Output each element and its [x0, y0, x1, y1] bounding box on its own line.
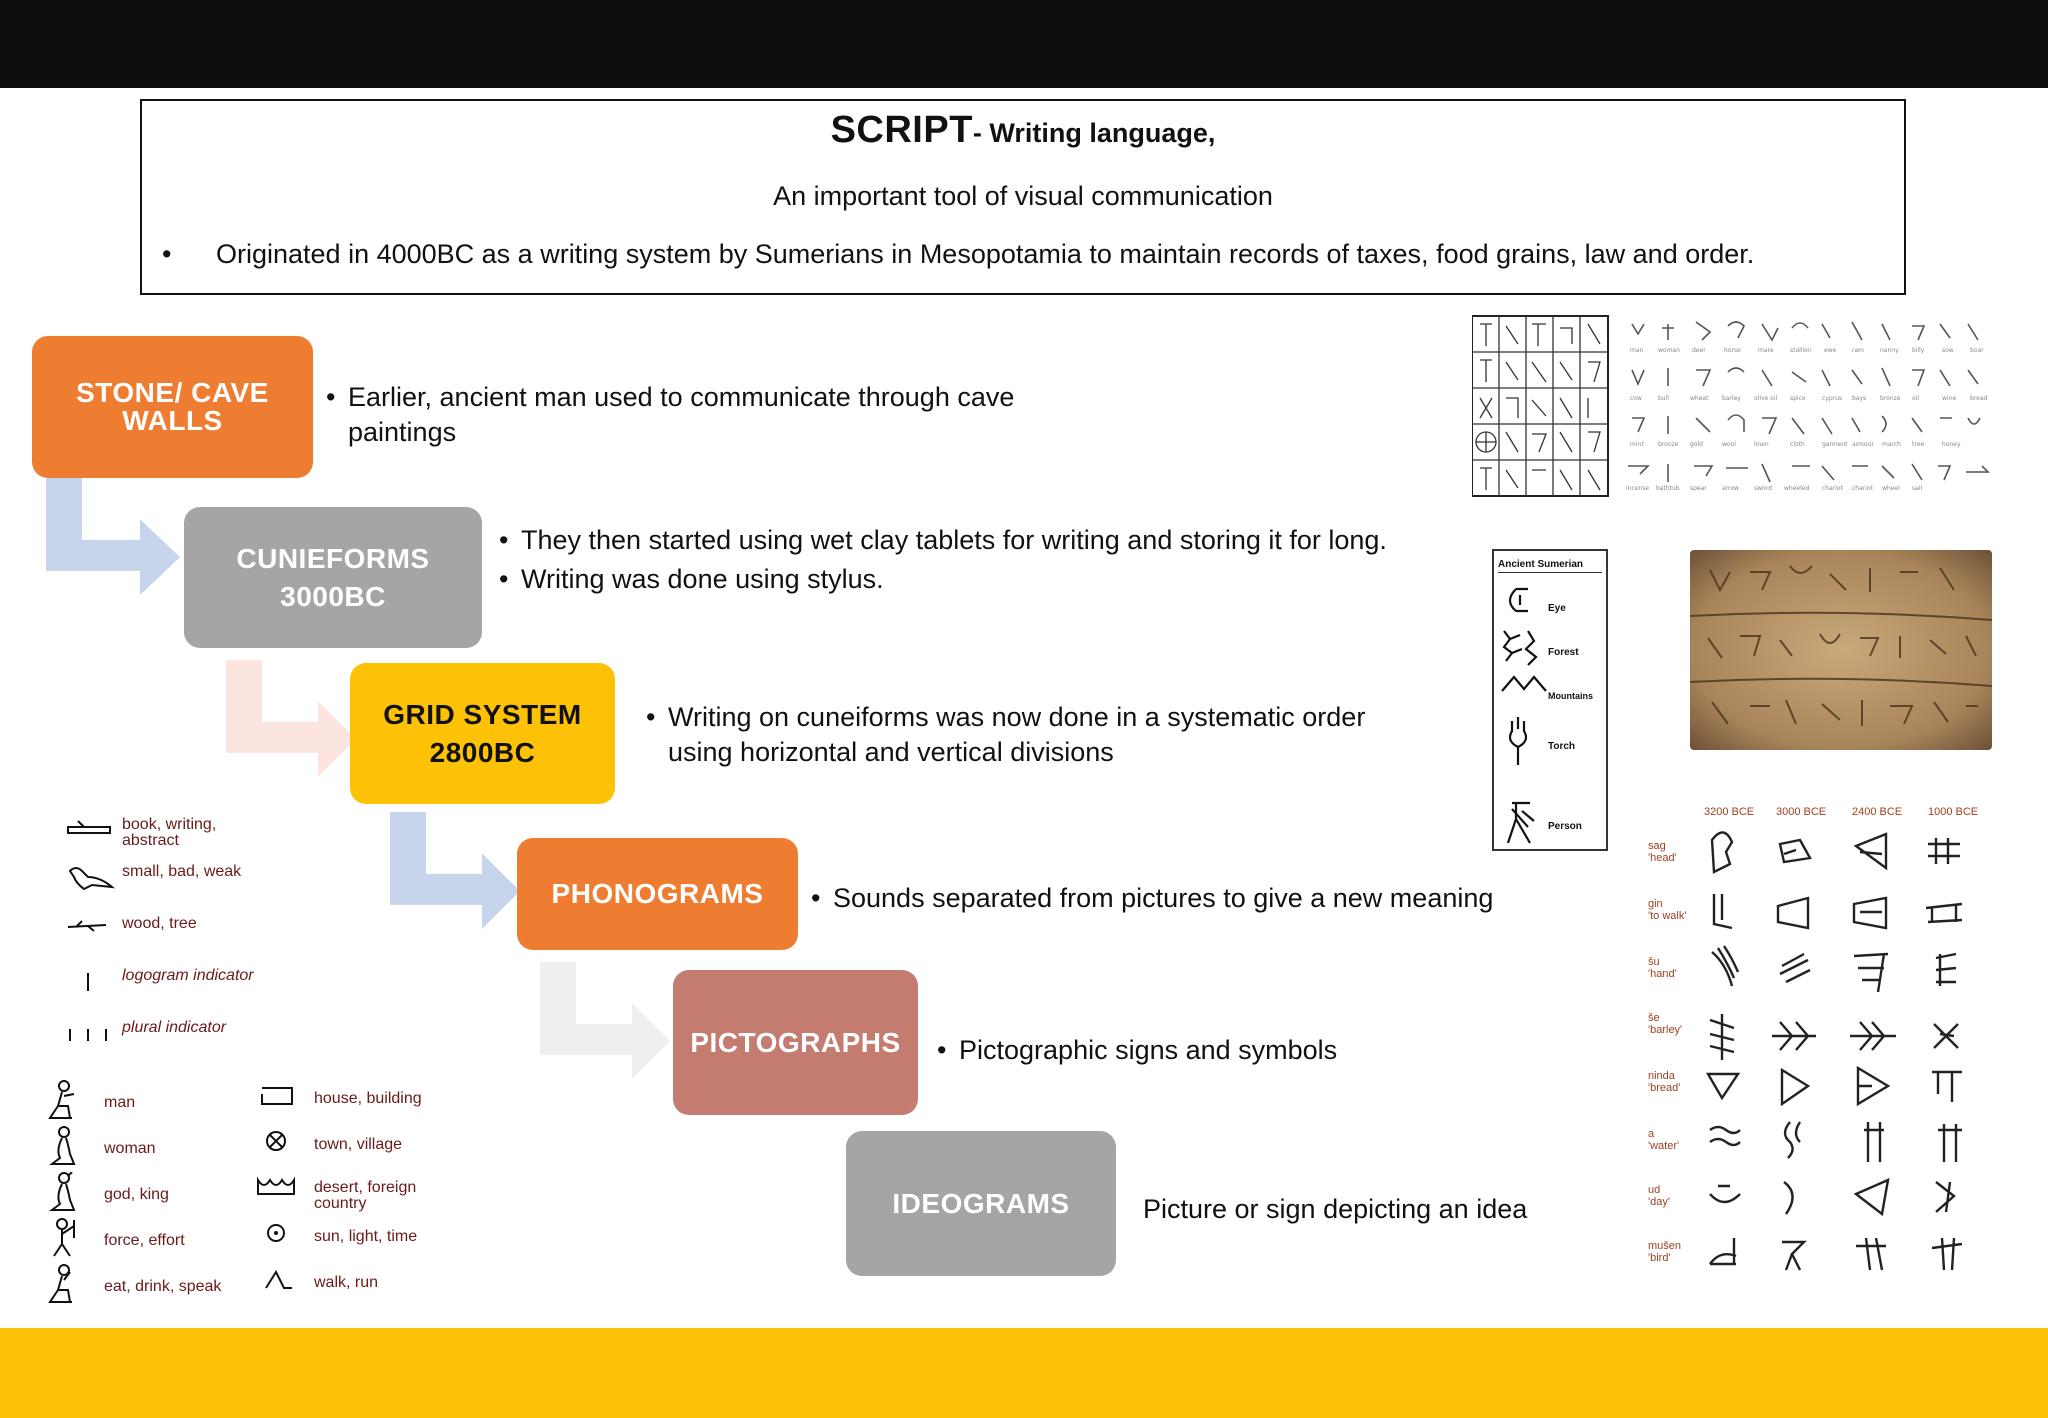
chart-row-label [1648, 1012, 1682, 1036]
step-2-line1: CUNIEFORMS [236, 542, 430, 574]
row-word: ud [1648, 1184, 1661, 1196]
step-1-line1: STONE/ CAVE [76, 377, 269, 408]
step-4-desc [811, 881, 1631, 916]
bullet: • [937, 1035, 947, 1065]
row-meaning: 'barley' [1648, 1024, 1683, 1037]
step-2-desc-text-1: They then started using wet clay tablets for writing and storing it for long. [521, 525, 1387, 555]
svg-text:chariot: chariot [1822, 485, 1843, 492]
step-6-desc-text: Picture or sign depicting an idea [1143, 1194, 1528, 1224]
legend-label: force, effort [104, 1232, 185, 1249]
sumerian-item: Torch [1548, 741, 1576, 752]
step-5-desc [937, 1033, 1537, 1068]
step-6-desc [1143, 1192, 1643, 1227]
svg-text:sail: sail [1912, 485, 1923, 492]
svg-text:tree: tree [1912, 441, 1925, 448]
row-meaning: 'day' [1648, 1196, 1670, 1209]
legend-item [44, 1172, 169, 1212]
svg-text:horse: horse [1724, 347, 1741, 354]
chart-row-label [1648, 1128, 1679, 1152]
step-6-line1: IDEOGRAMS [892, 1187, 1070, 1219]
svg-text:wheel: wheel [1882, 485, 1900, 492]
eye-glyph [1510, 589, 1528, 611]
man-hand-mouth-icon [44, 1264, 104, 1304]
cuneiform-evolution-chart [1640, 798, 1990, 1278]
legend-item [44, 1264, 221, 1304]
step-cuneiforms [184, 507, 482, 648]
bullet: • [499, 564, 509, 595]
svg-text:ewe: ewe [1824, 347, 1837, 354]
sumerian-item: Mountains [1548, 691, 1593, 701]
step-3-desc [646, 700, 1366, 769]
svg-text:cloth: cloth [1790, 441, 1805, 448]
svg-text:barley: barley [1722, 395, 1741, 402]
bullet: • [499, 525, 509, 555]
row-meaning: 'hand' [1648, 968, 1677, 981]
row-word: gin [1648, 898, 1663, 910]
step-3-line2: 2800BC [429, 736, 536, 768]
svg-text:armour: armour [1852, 441, 1874, 448]
row-word: a [1648, 1128, 1655, 1140]
top-bar [0, 0, 2048, 88]
svg-text:man: man [1630, 347, 1644, 354]
legend-label: plural indicator [122, 1019, 227, 1036]
row-word: sag [1648, 840, 1666, 852]
svg-text:woman: woman [1658, 347, 1680, 354]
step-stone-cave [32, 336, 313, 478]
row-meaning: 'bird' [1648, 1252, 1671, 1265]
legend-item [254, 1264, 378, 1294]
title-subtitle: - Writing language, [972, 118, 1216, 148]
step-1-line2: WALLS [122, 405, 223, 436]
step-pictographs [673, 970, 918, 1115]
svg-text:garment: garment [1822, 441, 1848, 448]
svg-text:linen: linen [1754, 441, 1769, 448]
chart-row-label [1648, 1184, 1670, 1208]
chart-row-label [1648, 1240, 1681, 1264]
hieroglyph-legend-bottom [44, 1080, 484, 1310]
bullet: • [646, 702, 656, 732]
svg-text:cyprus: cyprus [1822, 395, 1843, 402]
legend-item [44, 1126, 156, 1166]
legend-item [62, 817, 272, 849]
step-2-desc-text-2: Writing was done using stylus. [521, 564, 884, 595]
svg-text:bull: bull [1658, 395, 1669, 402]
svg-text:bread: bread [1970, 395, 1988, 402]
stroke-icon [62, 967, 122, 993]
step-4-line1: PHONOGRAMS [551, 878, 764, 910]
chart-col-header: 3200 BCE [1704, 806, 1755, 818]
step-grid-system [350, 663, 615, 804]
origin-bullet [162, 239, 1884, 270]
book-icon [62, 817, 122, 841]
man-with-stick-icon [44, 1218, 104, 1258]
chart-row-label [1648, 956, 1677, 980]
svg-text:bays: bays [1852, 395, 1867, 402]
branch-icon [62, 915, 122, 935]
arrow-3 [386, 812, 526, 932]
svg-text:incense: incense [1626, 485, 1650, 492]
svg-text:oil: oil [1912, 395, 1920, 402]
bird-icon [62, 863, 122, 893]
svg-text:ram: ram [1852, 347, 1864, 354]
row-meaning: 'water' [1648, 1140, 1680, 1153]
cuneiform-sign-table [1472, 314, 2012, 500]
step-4-desc-text: Sounds separated from pictures to give a new meaning [833, 883, 1494, 913]
sumerian-pictogram-panel [1492, 549, 1608, 851]
sumerian-item: Forest [1548, 647, 1579, 658]
legend-item [44, 1080, 135, 1120]
page-title [142, 109, 1904, 152]
legend-label: eat, drink, speak [104, 1278, 222, 1295]
arrow-2 [222, 660, 362, 780]
legend-label: town, village [314, 1136, 403, 1153]
step-2-desc [499, 521, 1469, 599]
svg-text:mint: mint [1630, 441, 1644, 448]
step-3-desc-text: Writing on cuneiforms was now done in a systematic order using horizontal and vertical divisions [668, 702, 1366, 767]
legend-label: sun, light, time [314, 1228, 418, 1245]
arrow-1 [40, 478, 190, 598]
svg-text:deer: deer [1692, 347, 1706, 354]
mountains-glyph [1502, 677, 1546, 691]
step-5-desc-text: Pictographic signs and symbols [959, 1035, 1338, 1065]
legend-item [254, 1080, 422, 1110]
row-meaning: 'bread' [1648, 1082, 1681, 1095]
svg-text:honey: honey [1942, 441, 1961, 448]
svg-text:bronze: bronze [1880, 395, 1901, 402]
step-5-line1: PICTOGRAPHS [690, 1026, 901, 1058]
svg-text:wheat: wheat [1690, 395, 1709, 402]
row-word: šu [1648, 956, 1660, 968]
legend-label: woman [104, 1140, 156, 1157]
seated-man-icon [44, 1080, 104, 1120]
legend-item [44, 1218, 185, 1258]
chart-col-header: 3000 BCE [1776, 806, 1827, 818]
crossed-circle-icon [254, 1126, 314, 1156]
svg-text:march: march [1882, 441, 1901, 448]
chart-col-header: 2400 BCE [1852, 806, 1903, 818]
svg-text:boar: boar [1970, 347, 1984, 354]
row-meaning: 'head' [1648, 852, 1677, 865]
sumerian-panel-header: Ancient Sumerian [1498, 559, 1602, 573]
chart-row-label [1648, 898, 1686, 922]
house-icon [254, 1080, 314, 1110]
svg-text:sow: sow [1942, 347, 1954, 354]
hieroglyph-legend-top [62, 815, 362, 1055]
torch-glyph [1510, 717, 1526, 765]
svg-text:nanny: nanny [1880, 347, 1899, 354]
legs-icon [254, 1264, 314, 1294]
legend-item [62, 967, 254, 993]
legend-label: man [104, 1094, 136, 1111]
legend-label: wood, tree [122, 915, 197, 932]
legend-item [62, 863, 241, 893]
svg-text:arrow: arrow [1722, 485, 1739, 492]
origin-text: Originated in 4000BC as a writing system by Sumerians in Mesopotamia to maintain records of taxes, food grains, law and order. [216, 239, 1755, 269]
row-word: mušen [1648, 1240, 1682, 1252]
evolution-glyphs [1700, 824, 1990, 1278]
step-1-desc-text: Earlier, ancient man used to communicate through cave paintings [348, 382, 1015, 447]
row-word: še [1648, 1012, 1660, 1024]
person-glyph [1508, 803, 1534, 843]
legend-label: god, king [104, 1186, 169, 1203]
step-2-line2: 3000BC [280, 580, 386, 612]
step-1-desc [326, 380, 1086, 449]
chart-row-label [1648, 840, 1677, 864]
svg-text:wine: wine [1942, 395, 1957, 402]
legend-item [254, 1218, 417, 1248]
chart-col-header: 1000 BCE [1928, 806, 1979, 818]
seated-woman-icon [44, 1126, 104, 1166]
bullet-mark: • [162, 239, 172, 269]
legend-label: walk, run [314, 1274, 379, 1291]
legend-item [254, 1172, 444, 1212]
row-word: ninda [1648, 1070, 1675, 1082]
svg-text:sword: sword [1754, 485, 1772, 492]
three-strokes-icon [62, 1019, 122, 1045]
svg-text:bronze: bronze [1658, 441, 1679, 448]
sumerian-item: Eye [1548, 603, 1566, 614]
svg-text:wool: wool [1722, 441, 1736, 448]
legend-label: book, writing, abstract [122, 816, 217, 849]
svg-text:mare: mare [1758, 347, 1774, 354]
title-box [140, 99, 1906, 295]
svg-text:stallion: stallion [1790, 347, 1812, 354]
legend-item [62, 1019, 226, 1045]
svg-text:bathtub: bathtub [1656, 485, 1680, 492]
svg-text:olive oil: olive oil [1754, 395, 1778, 402]
sumerian-glyphs [1498, 581, 1558, 851]
row-meaning: 'to walk' [1648, 910, 1687, 923]
svg-text:spear: spear [1690, 485, 1707, 492]
legend-label: logogram indicator [122, 967, 254, 984]
legend-item [254, 1126, 402, 1156]
svg-text:wheeled: wheeled [1784, 485, 1810, 492]
legend-item [62, 915, 197, 935]
svg-text:spice: spice [1790, 395, 1806, 402]
legend-label: house, building [314, 1090, 422, 1107]
sumerian-item: Person [1548, 821, 1582, 832]
legend-label: desert, foreign country [314, 1179, 417, 1212]
seated-god-icon [44, 1172, 104, 1212]
forest-glyph [1504, 631, 1536, 665]
legend-label: small, bad, weak [122, 863, 242, 880]
sun-icon [254, 1218, 314, 1248]
bottom-bar [0, 1328, 2048, 1418]
chart-row-label [1648, 1070, 1680, 1094]
bullet: • [811, 883, 821, 913]
svg-text:chariot: chariot [1852, 485, 1873, 492]
svg-text:gold: gold [1690, 441, 1703, 448]
arrow-4 [536, 962, 676, 1082]
svg-text:cow: cow [1630, 395, 1642, 402]
clay-tablet-image [1690, 550, 1992, 750]
title-script: SCRIPT [830, 109, 973, 151]
subtitle: An important tool of visual communication [773, 181, 1273, 211]
step-phonograms [517, 838, 798, 950]
step-ideograms [846, 1131, 1116, 1276]
bullet: • [326, 382, 336, 412]
hills-icon [254, 1172, 314, 1202]
step-3-line1: GRID SYSTEM [383, 698, 582, 730]
svg-text:billy: billy [1912, 347, 1925, 354]
